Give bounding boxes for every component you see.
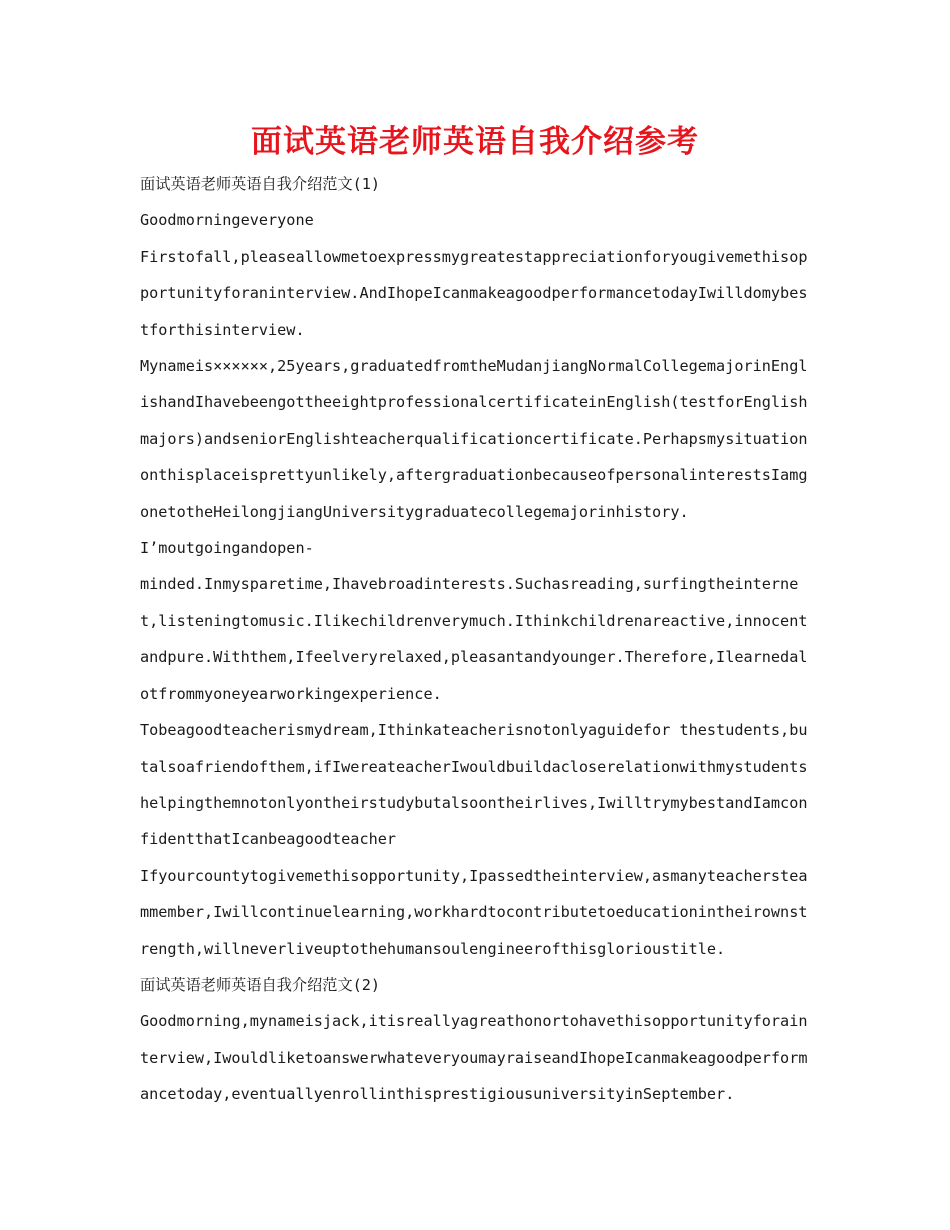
section-heading-2: 面试英语老师英语自我介绍范文(2) (140, 975, 381, 994)
paragraph-commitment: Ifyourcountytogivemethisopportunity,Ipassedtheinterview,asmanyteachersteammember,Iwillcontinuelearning,workhardtocontributetoeducationintheirownstrength,willneverliveuptothehumansoulengineerofthisglorioustitle. (140, 866, 808, 958)
paragraph-intro-2: Goodmorning,mynameisjack,itisreallyagreathonortohavethisopportunityforainterview,IwouldliketoanswerwhateveryoumayraiseandIhopeIcanmakeagoodperformancetoday,eventuallyenrollinthisprestigiousuniversityinSeptember. (140, 1012, 808, 1104)
paragraph-greeting: Goodmorningeveryone (140, 211, 314, 230)
paragraph-personality-start: I’moutgoingandopen- (140, 539, 314, 558)
paragraph-interests: minded.Inmysparetime,Ihavebroadinterests.Suchasreading,surfingtheinternet,listeningtomusic.Ilikechildrenverymuch.Ithinkchildrenareactive,innocentandpure.Withthem,Ifeelveryrelaxed,pleasantandyounger.Therefore,Ilearnedalotfrommyoneyearworkingexperience. (140, 575, 808, 703)
paragraph-appreciation: Firstofall,pleaseallowmetoexpressmygreatestappreciationforyougivemethisopportunityforaninterview.AndIhopeIcanmakeagoodperformancetodayIwilldomybestforthisinterview. (140, 247, 808, 339)
section-heading-1: 面试英语老师英语自我介绍范文(1) (140, 175, 381, 193)
paragraph-background: Mynameis××××××,25years,graduatedfromtheMudanjiangNormalCollegemajorinEnglishandIhavebeengottheeightprofessionalcertificateinEnglish(testforEnglishmajors)andseniorEnglishteacherqualificationcertificate.Perhapsmysituationonthisplaceisprettyunlikely,aftergraduationbecauseofpersonalinterestsIamgonetotheHeilongjiangUniversitygraduatecollegemajorinhistory. (140, 357, 808, 521)
document-body (140, 166, 812, 1113)
document-title: 面试英语老师英语自我介绍参考 (251, 124, 699, 160)
paragraph-dream: Tobeagoodteacherismydream,Ithinkateacherisnotonlyaguidefor thestudents,butalsoafriendofthem,ifIwereateacherIwouldbuildacloserelationwithmystudentshelpingthemnotonlyontheirstudybutalsoontheirlives,IwilltrymybestandIamconfidentthatIcanbeagoodteacher (140, 721, 808, 849)
